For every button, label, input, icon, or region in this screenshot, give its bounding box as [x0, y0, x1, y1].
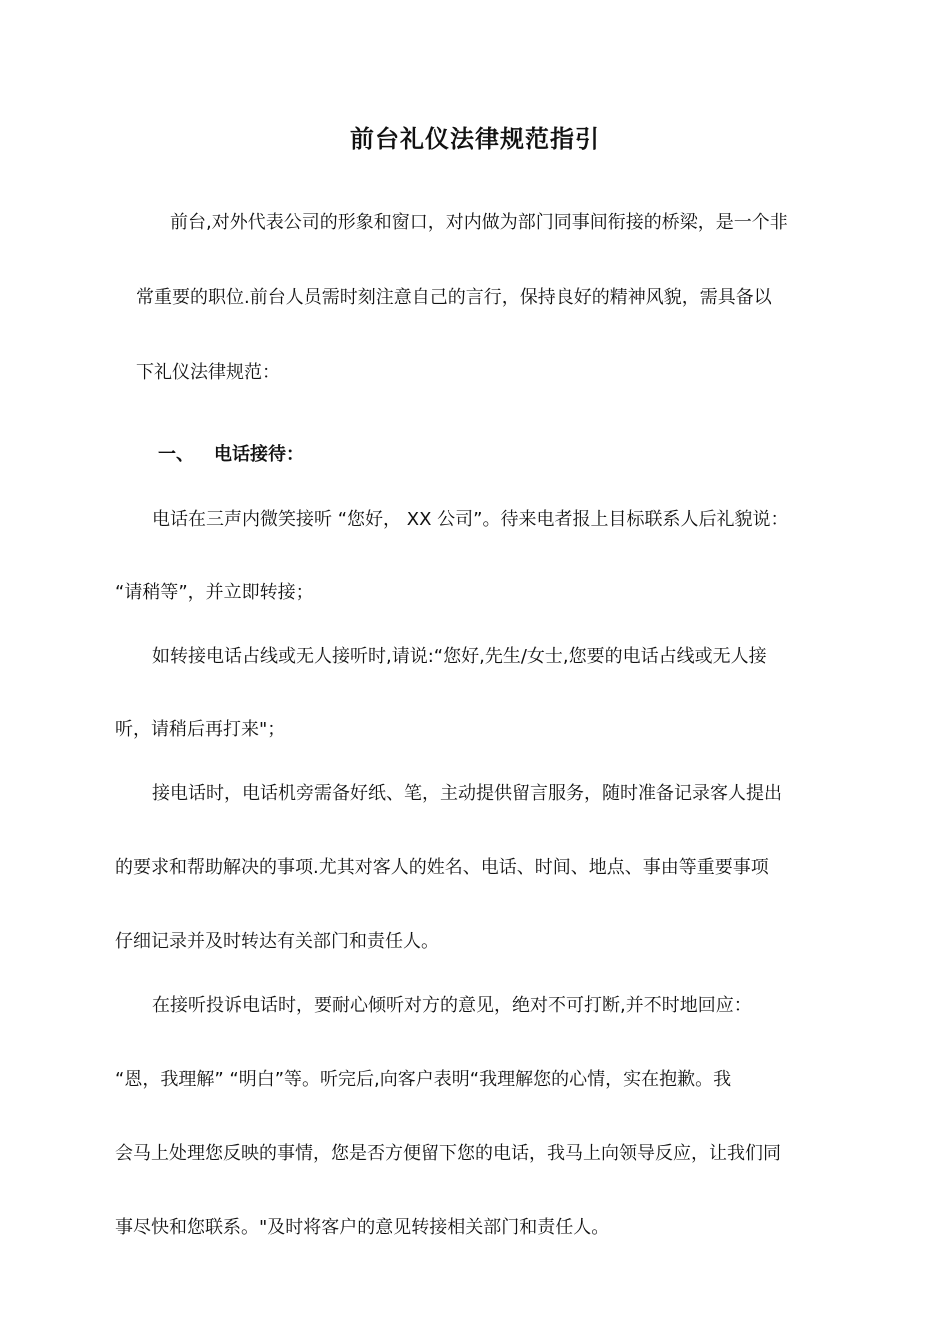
paragraph-line: 事尽快和您联系。"及时将客户的意见转接相关部门和责任人。: [115, 1217, 610, 1238]
intro-line-3: 下礼仪法律规范：: [136, 362, 280, 383]
paragraph-line: 仔细记录并及时转达有关部门和责任人。: [115, 931, 439, 952]
intro-line-1: 前台,对外代表公司的形象和窗口，对内做为部门同事间衔接的桥梁，是一个非: [170, 212, 788, 233]
paragraph-line: 如转接电话占线或无人接听时,请说:“您好,先生/女士,您要的电话占线或无人接: [152, 646, 767, 667]
paragraph-line: 听，请稍后再打来"；: [115, 719, 286, 740]
paragraph-line: “恩，我理解” “明白”等。听完后,向客户表明“我理解您的心情，实在抱歉。我: [115, 1069, 732, 1090]
intro-line-2: 常重要的职位.前台人员需时刻注意自己的言行，保持良好的精神风貌，需具备以: [136, 287, 772, 308]
paragraph-line: 在接听投诉电话时，要耐心倾听对方的意见，绝对不可打断,并不时地回应：: [152, 995, 752, 1016]
paragraph-line: “请稍等”，并立即转接；: [115, 582, 314, 603]
paragraph-line: 会马上处理您反映的事情，您是否方便留下您的电话，我马上向领导反应，让我们同: [115, 1143, 781, 1164]
paragraph-line: 接电话时，电话机旁需备好纸、笔，主动提供留言服务，随时准备记录客人提出: [152, 783, 782, 804]
document-title: 前台礼仪法律规范指引: [350, 125, 600, 153]
section-title: 电话接待：: [214, 444, 304, 465]
paragraph-line: 的要求和帮助解决的事项.尤其对客人的姓名、电话、时间、地点、事由等重要事项: [115, 857, 769, 878]
paragraph-line: 电话在三声内微笑接听 “您好， XX 公司”。待来电者报上目标联系人后礼貌说：: [152, 509, 789, 530]
section-heading: [158, 442, 304, 468]
section-number: 一、: [158, 444, 194, 465]
